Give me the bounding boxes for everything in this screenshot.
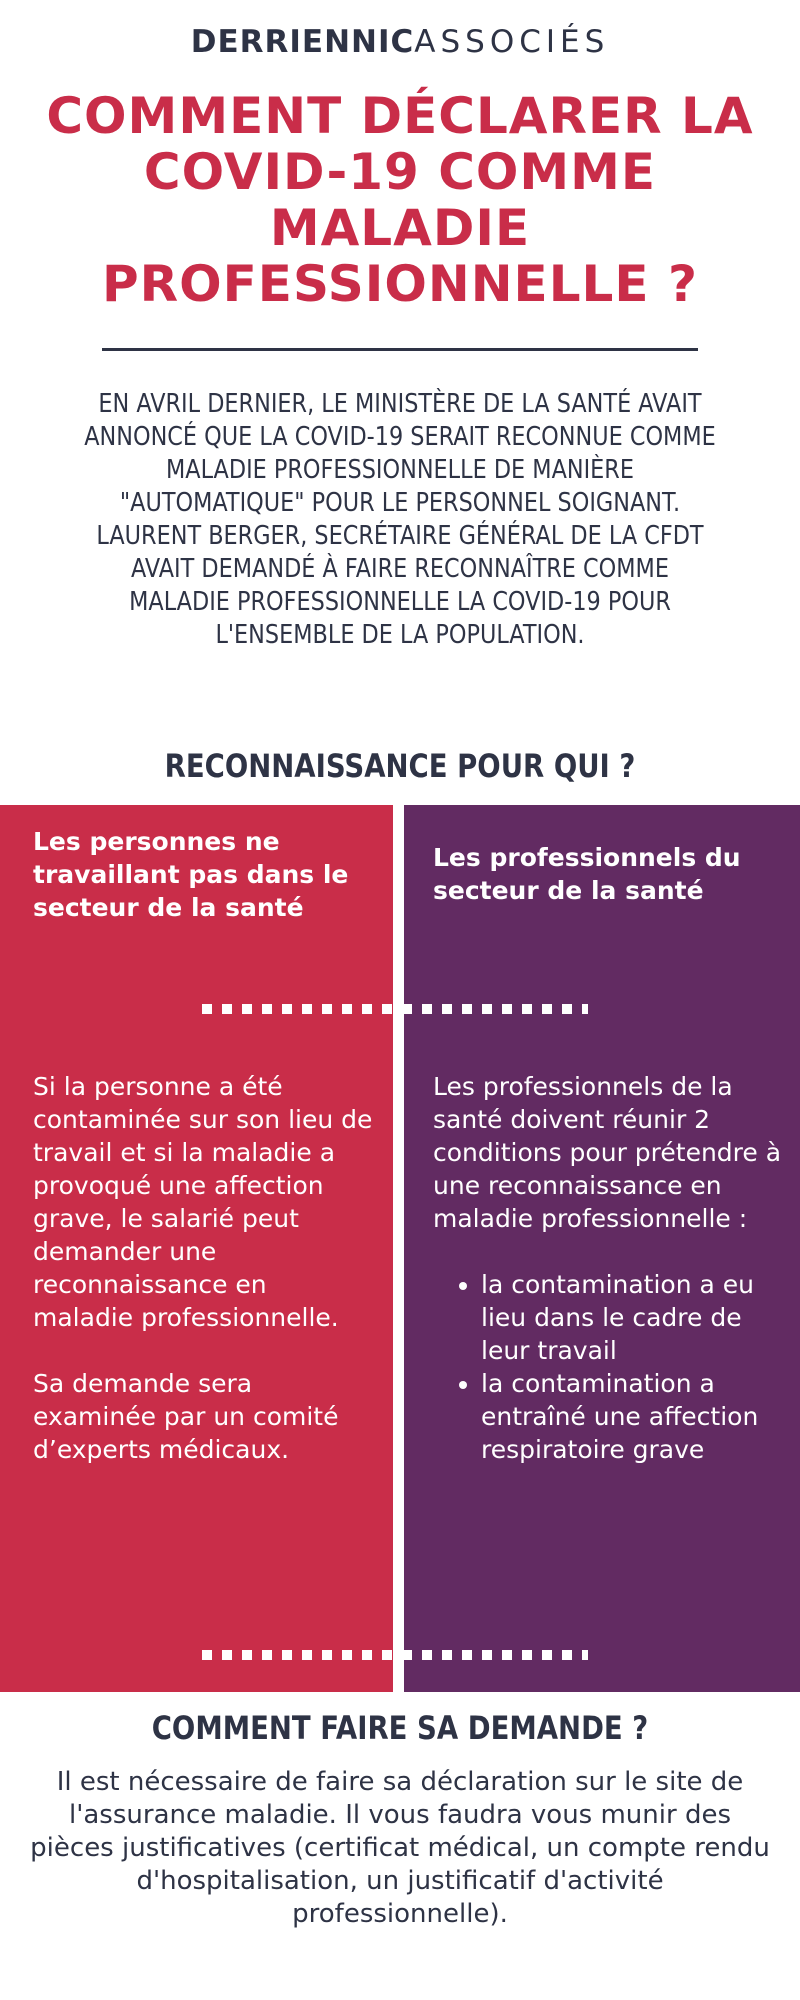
page-title: COMMENT DÉCLARER LA COVID-19 COMME MALADIE PROFESSIONNELLE ? [46,87,754,313]
left-column-body [33,1070,373,1499]
dotted-divider-bottom [202,1650,588,1660]
conditions-list [433,1268,783,1466]
left-column-title: Les personnes ne travaillant pas dans le secteur de la santé [33,827,349,922]
title-divider [102,348,698,351]
intro-text: EN AVRIL DERNIER, LE MINISTÈRE DE LA SANTÉ AVAIT ANNONCÉ QUE LA COVID-19 SERAIT RECONNUE COMME MALADIE PROFESSIONNELLE DE MANIÈRE "AUTOMATIQUE" POUR LE PERSONNEL SOIGNANT. LAURENT BERGER, SECRÉTAIRE GÉNÉRAL DE LA CFDT AVAIT DEMANDÉ À FAIRE RECONNAÎTRE COMME MALADIE PROFESSIONNELLE LA COVID-19 POUR L'ENSEMBLE DE LA POPULATION. [84,389,716,650]
brand-name-bold: DERRIENNIC [190,24,415,60]
how-text: Il est nécessaire de faire sa déclaration sur le site de l'assurance maladie. Il vous faudra vous munir des pièces justificatives (certificat médical, un compte rendu d'hospitalisation, un justificatif d'activité professionnelle). [30,1767,770,1929]
left-paragraph-1: Si la personne a été contaminée sur son lieu de travail et si la maladie a provoqué une affection grave, le salarié peut demander une reconnaissance en maladie professionnelle. [33,1072,373,1332]
right-column-health-professionals [404,805,800,1692]
right-column-body [433,1070,783,1466]
right-column-title: Les professionnels du secteur de la santé [433,843,741,905]
dotted-divider-top [202,1004,588,1014]
condition-item: • la contamination a entraîné une affection respiratoire grave [481,1367,783,1466]
right-paragraph: Les professionnels de la santé doivent réunir 2 conditions pour prétendre à une reconnaissance en maladie professionnelle : [433,1072,782,1233]
brand-name-light: ASSOCIÉS [414,24,610,60]
how-heading: COMMENT FAIRE SA DEMANDE ? [151,1709,649,1747]
brand-logo [0,20,800,64]
condition-item: • la contamination a eu lieu dans le cadre de leur travail [481,1268,783,1367]
left-column-non-health [0,805,393,1692]
left-paragraph-2: Sa demande sera examinée par un comité d’experts médicaux. [33,1369,339,1464]
who-heading: RECONNAISSANCE POUR QUI ? [164,747,636,785]
